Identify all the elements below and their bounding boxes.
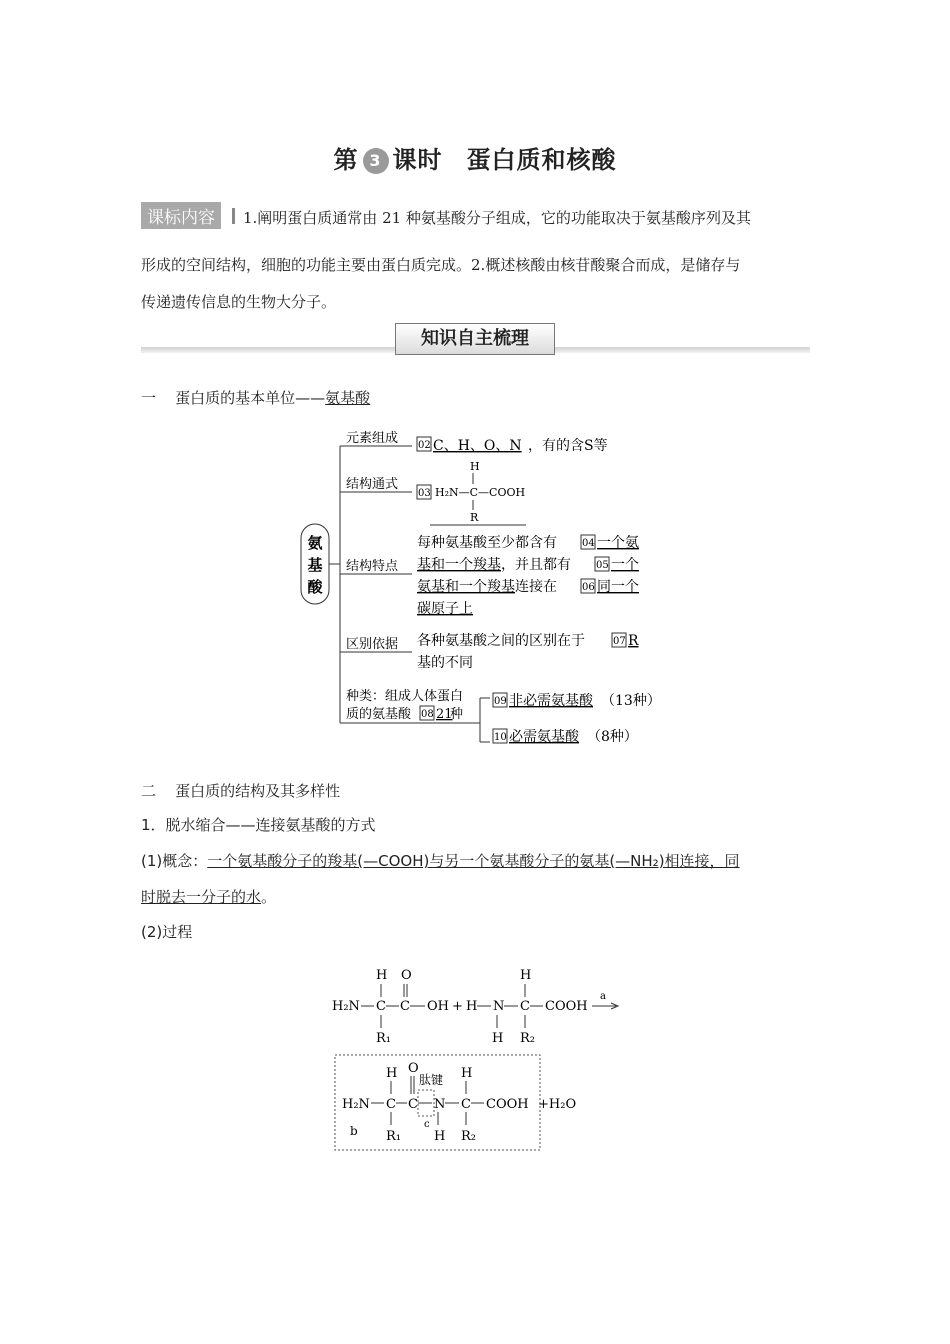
mindmap-center-3: 酸 <box>307 578 323 596</box>
difference-line-2: 基的不同 <box>417 655 473 671</box>
branch-label-elements: 元素组成 <box>346 431 399 446</box>
standard-label: 课标内容 <box>141 202 221 229</box>
feature-line-1b: 一个氨 <box>597 535 639 551</box>
p-r2: R₂ <box>461 1129 476 1144</box>
marker-03: 03 <box>418 488 431 499</box>
concept-label: (1)概念： <box>141 852 208 870</box>
page-title <box>0 140 950 175</box>
rx-c2: C <box>400 999 410 1014</box>
p-h3: H <box>434 1129 446 1144</box>
feature-line-3b: 连接在 <box>515 579 557 595</box>
elements-answer: C、H、O、N <box>433 438 522 454</box>
p-o: O <box>408 1061 419 1076</box>
types-label-2a: 质的氨基酸 <box>346 707 412 722</box>
section-2-number: 二 <box>141 782 157 800</box>
types-answer: 21 <box>436 707 453 722</box>
non-essential-count: （13种） <box>601 693 661 709</box>
marker-05: 05 <box>596 560 609 571</box>
amino-acid-mindmap <box>290 420 670 750</box>
rx-r1: R₁ <box>376 1031 391 1046</box>
section-2-heading <box>141 780 340 801</box>
rx-h2n: H₂N <box>332 999 360 1014</box>
title-main: 蛋白质和核酸 <box>466 146 617 174</box>
mindmap-center-2: 基 <box>307 556 323 574</box>
marker-02: 02 <box>418 440 431 451</box>
branch-label-types-1: 种类：组成人体蛋白 <box>346 689 464 704</box>
rx-top-h2: H <box>520 968 532 983</box>
p-n: N <box>434 1097 446 1112</box>
concept-line-2: 时脱去一分子的水。 <box>141 888 277 906</box>
section-1-heading <box>141 387 370 408</box>
lesson-number-badge: 3 <box>363 148 389 174</box>
types-label-2b: 种 <box>450 707 464 722</box>
p-r1: R₁ <box>386 1129 401 1144</box>
rx-c3: C <box>520 999 530 1014</box>
rx-oh: OH <box>427 999 449 1014</box>
rx-c1: C <box>376 999 386 1014</box>
section-1-title: 蛋白质的基本单位—— <box>175 389 326 407</box>
standard-line-1: 1.阐明蛋白质通常由 21 种氨基酸分子组成，它的功能取决于氨基酸序列及其 <box>243 209 751 227</box>
p-bond-label: 肽键 <box>419 1073 444 1087</box>
marker-10: 10 <box>494 732 507 743</box>
formula-main: H₂N—C—COOH <box>435 486 526 499</box>
formula-h: H <box>470 460 480 473</box>
p-c-label: c <box>424 1119 430 1130</box>
feature-line-1a: 每种氨基酸至少都含有 <box>417 535 557 551</box>
feature-line-2a: 基和一个羧基 <box>417 557 501 573</box>
branch-label-formula: 结构通式 <box>346 477 399 492</box>
elements-rest: ，有的含S等 <box>528 438 608 454</box>
title-prefix: 第 <box>333 146 359 174</box>
rx-arrow-label: a <box>600 991 606 1002</box>
marker-07: 07 <box>613 636 626 647</box>
standard-divider <box>232 208 235 224</box>
p-cooh: COOH <box>486 1097 529 1112</box>
essential-count: （8种） <box>587 729 638 745</box>
feature-line-4: 碳原子上 <box>417 601 473 617</box>
rx-bottom-h: H <box>492 1031 504 1046</box>
section-2-title: 蛋白质的结构及其多样性 <box>175 782 341 800</box>
p-h2n: H₂N <box>342 1097 370 1112</box>
concept-line-1 <box>141 850 813 871</box>
standard-line-2: 形成的空间结构，细胞的功能主要由蛋白质完成。2.概述核酸由核苷酸聚合而成，是储存与 <box>141 256 741 274</box>
marker-09: 09 <box>494 696 507 707</box>
non-essential-amino-acids: 非必需氨基酸 <box>509 693 593 709</box>
essential-amino-acids: 必需氨基酸 <box>509 729 579 745</box>
section-banner: 知识自主梳理 <box>395 323 555 355</box>
p-c2: C <box>408 1097 418 1112</box>
branch-label-features: 结构特点 <box>346 559 399 574</box>
rx-n: N <box>493 999 505 1014</box>
p-h1: H <box>386 1066 398 1081</box>
marker-08: 08 <box>421 709 434 720</box>
concept-text-2: 时脱去一分子的水 <box>141 888 262 906</box>
feature-line-2c: 一个 <box>611 557 639 573</box>
process-label: (2)过程 <box>141 923 193 941</box>
rx-plus: + <box>452 999 463 1014</box>
feature-line-3c: 同一个 <box>597 579 639 595</box>
feature-line-2b: ，并且都有 <box>501 557 571 573</box>
section-1-answer: 氨基酸 <box>325 389 371 407</box>
p-h2: H <box>461 1066 473 1081</box>
branch-label-difference: 区别依据 <box>346 637 399 652</box>
standard-line-3: 传递遗传信息的生物大分子。 <box>141 293 337 311</box>
rx-r2: R₂ <box>520 1031 535 1046</box>
marker-04: 04 <box>582 538 595 549</box>
concept-text-1: 一个氨基酸分子的羧基(—COOH)与另一个氨基酸分子的氨基(—NH₂)相连接，同 <box>207 852 740 870</box>
p-c3: C <box>461 1097 471 1112</box>
rx-h: H <box>466 999 478 1014</box>
marker-06: 06 <box>582 582 595 593</box>
subsection-1-heading: 1．脱水缩合——连接氨基酸的方式 <box>141 816 376 834</box>
p-c1: C <box>386 1097 396 1112</box>
p-b: b <box>350 1124 358 1138</box>
title-suffix: 课时 <box>392 146 443 174</box>
feature-line-3a: 氨基和一个羧基 <box>417 579 515 595</box>
difference-answer: R <box>628 633 639 649</box>
difference-line-1: 各种氨基酸之间的区别在于 <box>417 633 585 649</box>
rx-cooh: COOH <box>545 999 588 1014</box>
p-water: +H₂O <box>538 1097 577 1112</box>
dehydration-reaction-diagram <box>328 960 628 1155</box>
mindmap-center-1: 氨 <box>307 534 323 552</box>
section-1-number: 一 <box>141 389 157 407</box>
formula-r: R <box>470 511 479 524</box>
rx-top-o: O <box>401 968 412 983</box>
rx-top-h1: H <box>376 968 388 983</box>
